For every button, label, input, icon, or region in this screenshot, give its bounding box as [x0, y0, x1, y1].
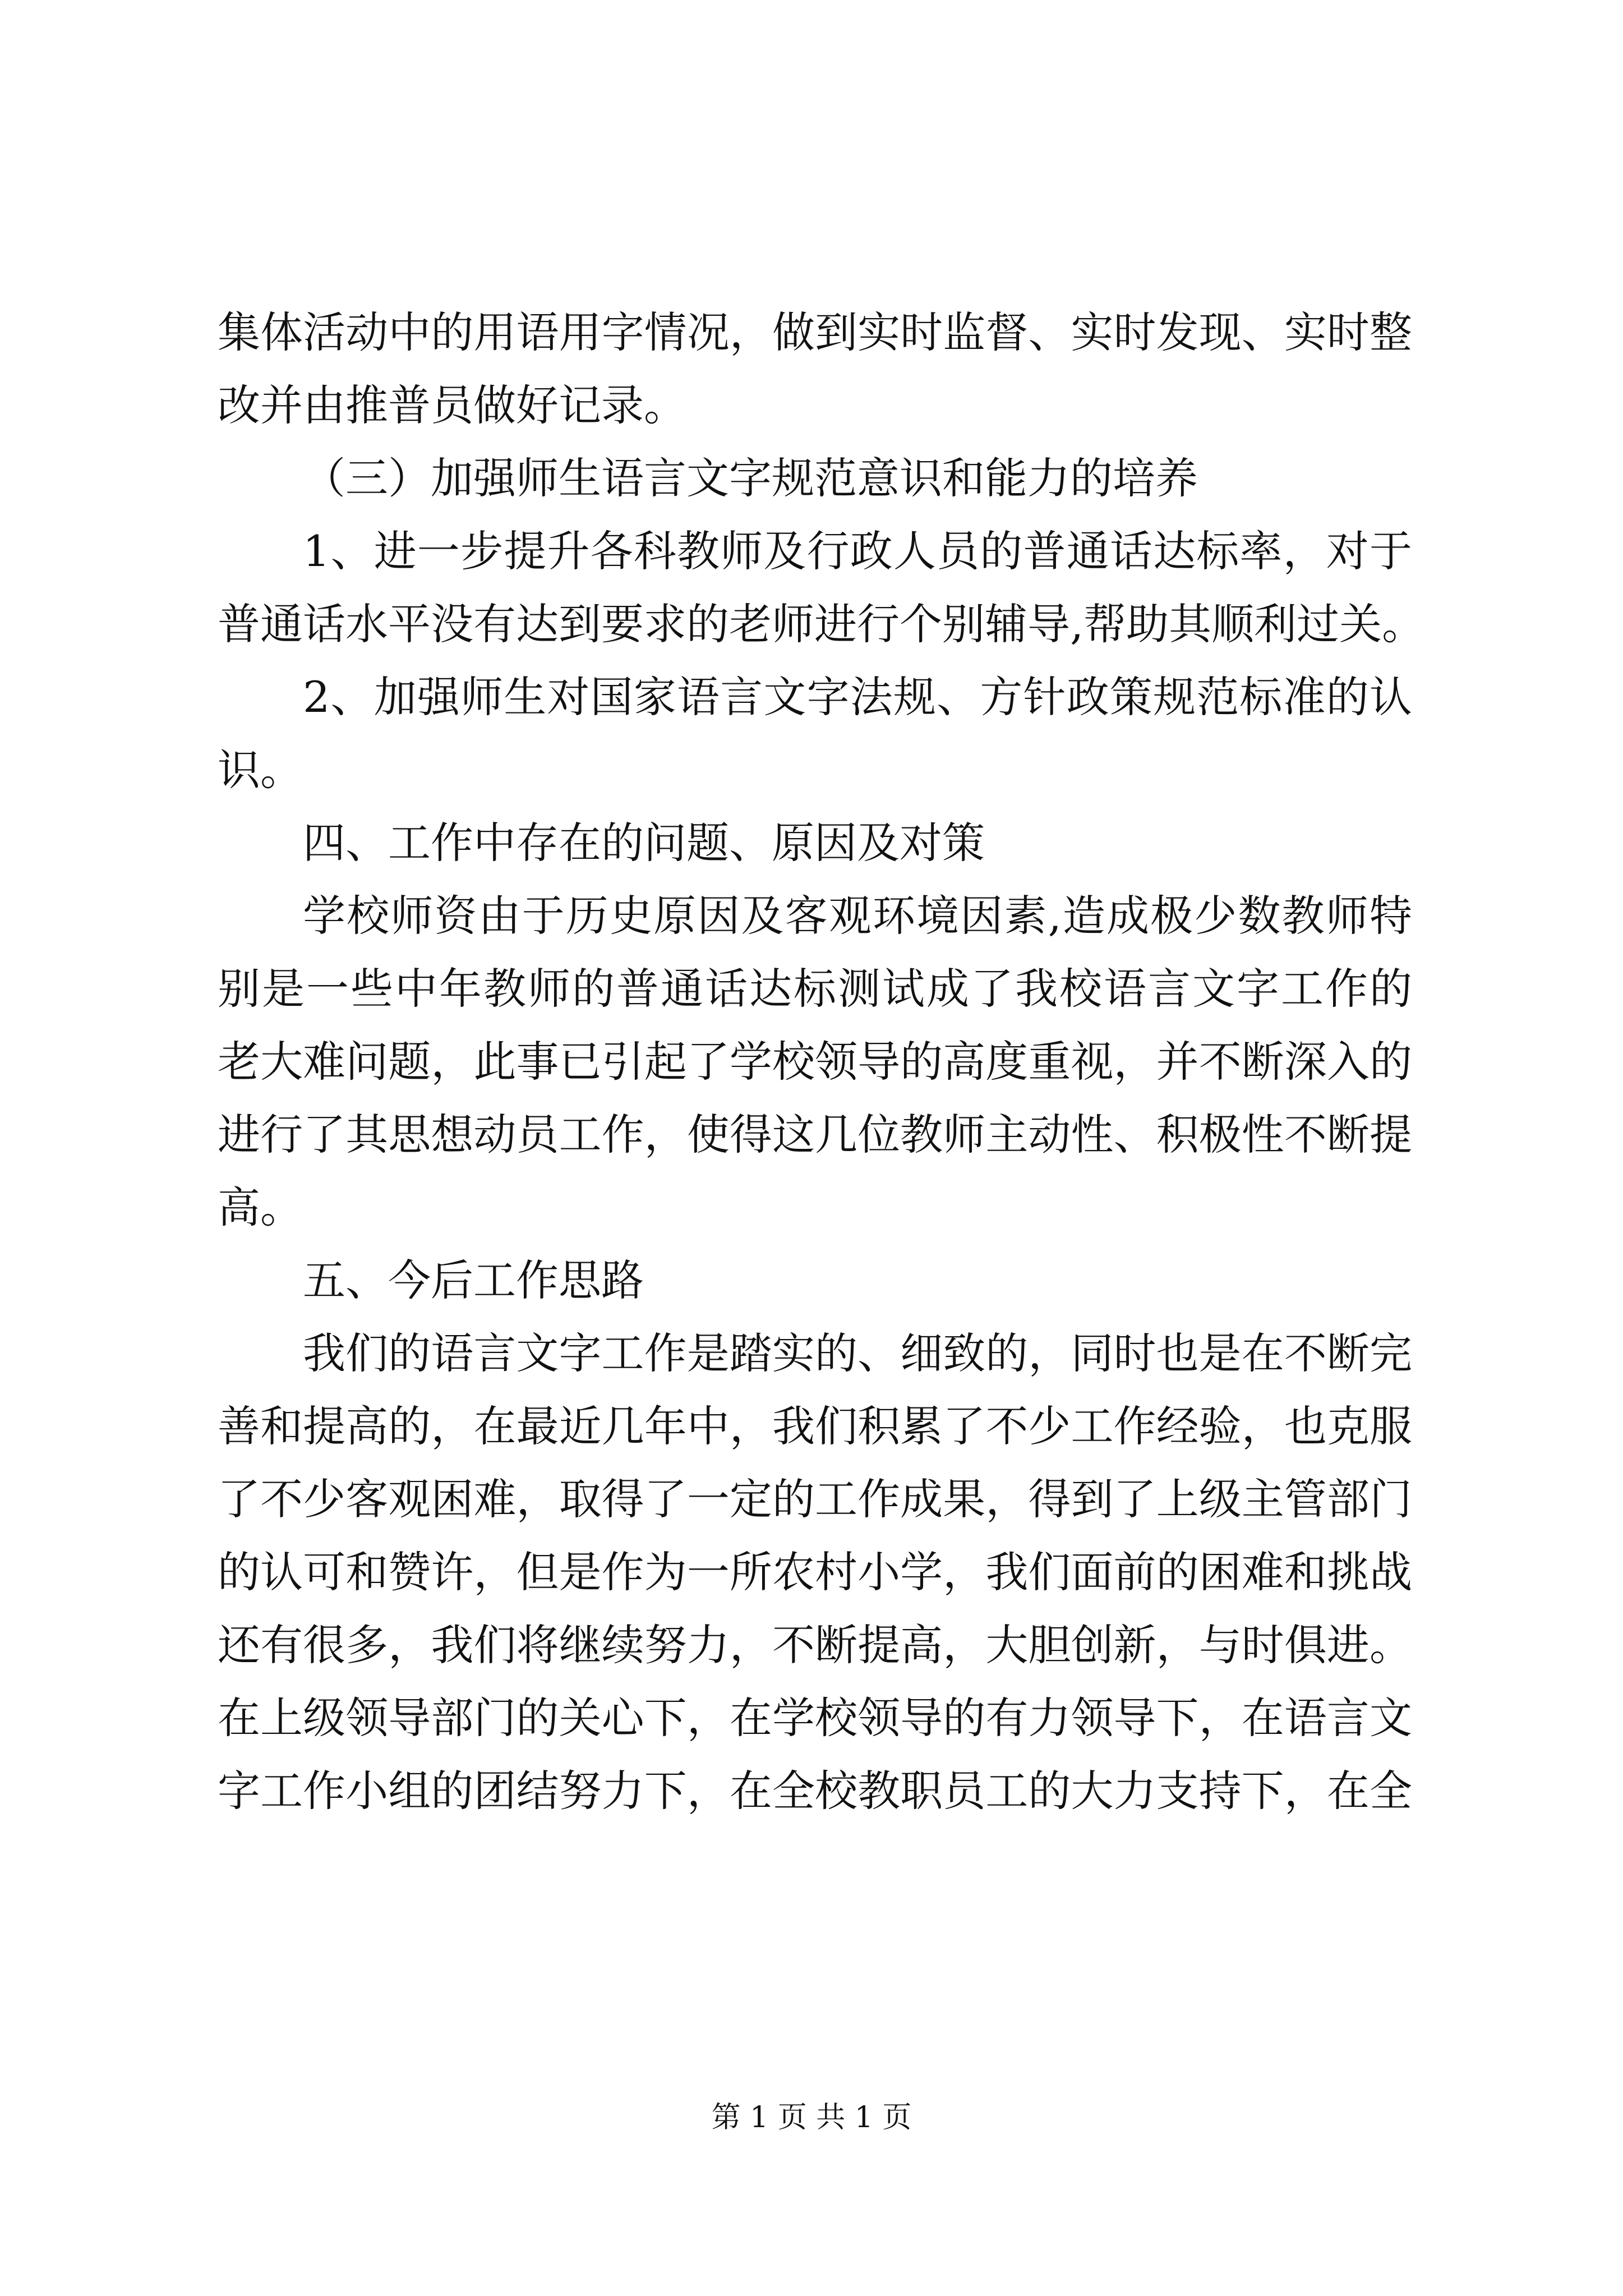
text-line: 进行了其思想动员工作，使得这几位教师主动性、积极性不断提	[218, 1110, 1412, 1159]
text-line: 善和提高的，在最近几年中，我们积累了不少工作经验，也克服	[218, 1401, 1412, 1451]
text-line: 的认可和赞许，但是作为一所农村小学，我们面前的困难和挑战	[218, 1547, 1412, 1597]
text-line: 高。	[218, 1182, 303, 1232]
section-heading: （三）加强师生语言文字规范意识和能力的培养	[303, 453, 1198, 503]
text-line: 字工作小组的团结努力下，在全校教职员工的大力支持下，在全	[218, 1766, 1412, 1816]
text-line: 改并由推普员做好记录。	[218, 380, 686, 430]
text-line: 了不少客观困难，取得了一定的工作成果，得到了上级主管部门	[218, 1474, 1412, 1524]
text-line: 识。	[218, 745, 303, 795]
text-line: 老大难问题，此事已引起了学校领导的高度重视，并不断深入的	[218, 1037, 1412, 1087]
text-line: 集体活动中的用语用字情况，做到实时监督、实时发现、实时整	[218, 307, 1412, 357]
text-line: 1、进一步提升各科教师及行政人员的普通话达标率，对于	[303, 526, 1412, 576]
document-body	[218, 296, 1425, 1828]
text-line: 学校师资由于历史原因及客观环境因素,造成极少数教师特	[303, 891, 1412, 941]
section-heading: 四、工作中存在的问题、原因及对策	[303, 818, 985, 868]
text-line: 还有很多，我们将继续努力，不断提高，大胆创新，与时俱进。	[218, 1620, 1412, 1670]
page-number-footer: 第 1 页 共 1 页	[711, 2101, 912, 2134]
text-line: 普通话水平没有达到要求的老师进行个别辅导,帮助其顺利过关。	[218, 599, 1425, 649]
section-heading: 五、今后工作思路	[303, 1255, 644, 1305]
text-line: 2、加强师生对国家语言文字法规、方针政策规范标准的认	[303, 672, 1412, 722]
text-line: 我们的语言文字工作是踏实的、细致的，同时也是在不断完	[303, 1328, 1412, 1378]
text-line: 别是一些中年教师的普通话达标测试成了我校语言文字工作的	[218, 964, 1412, 1014]
text-line: 在上级领导部门的关心下，在学校领导的有力领导下，在语言文	[218, 1693, 1412, 1743]
